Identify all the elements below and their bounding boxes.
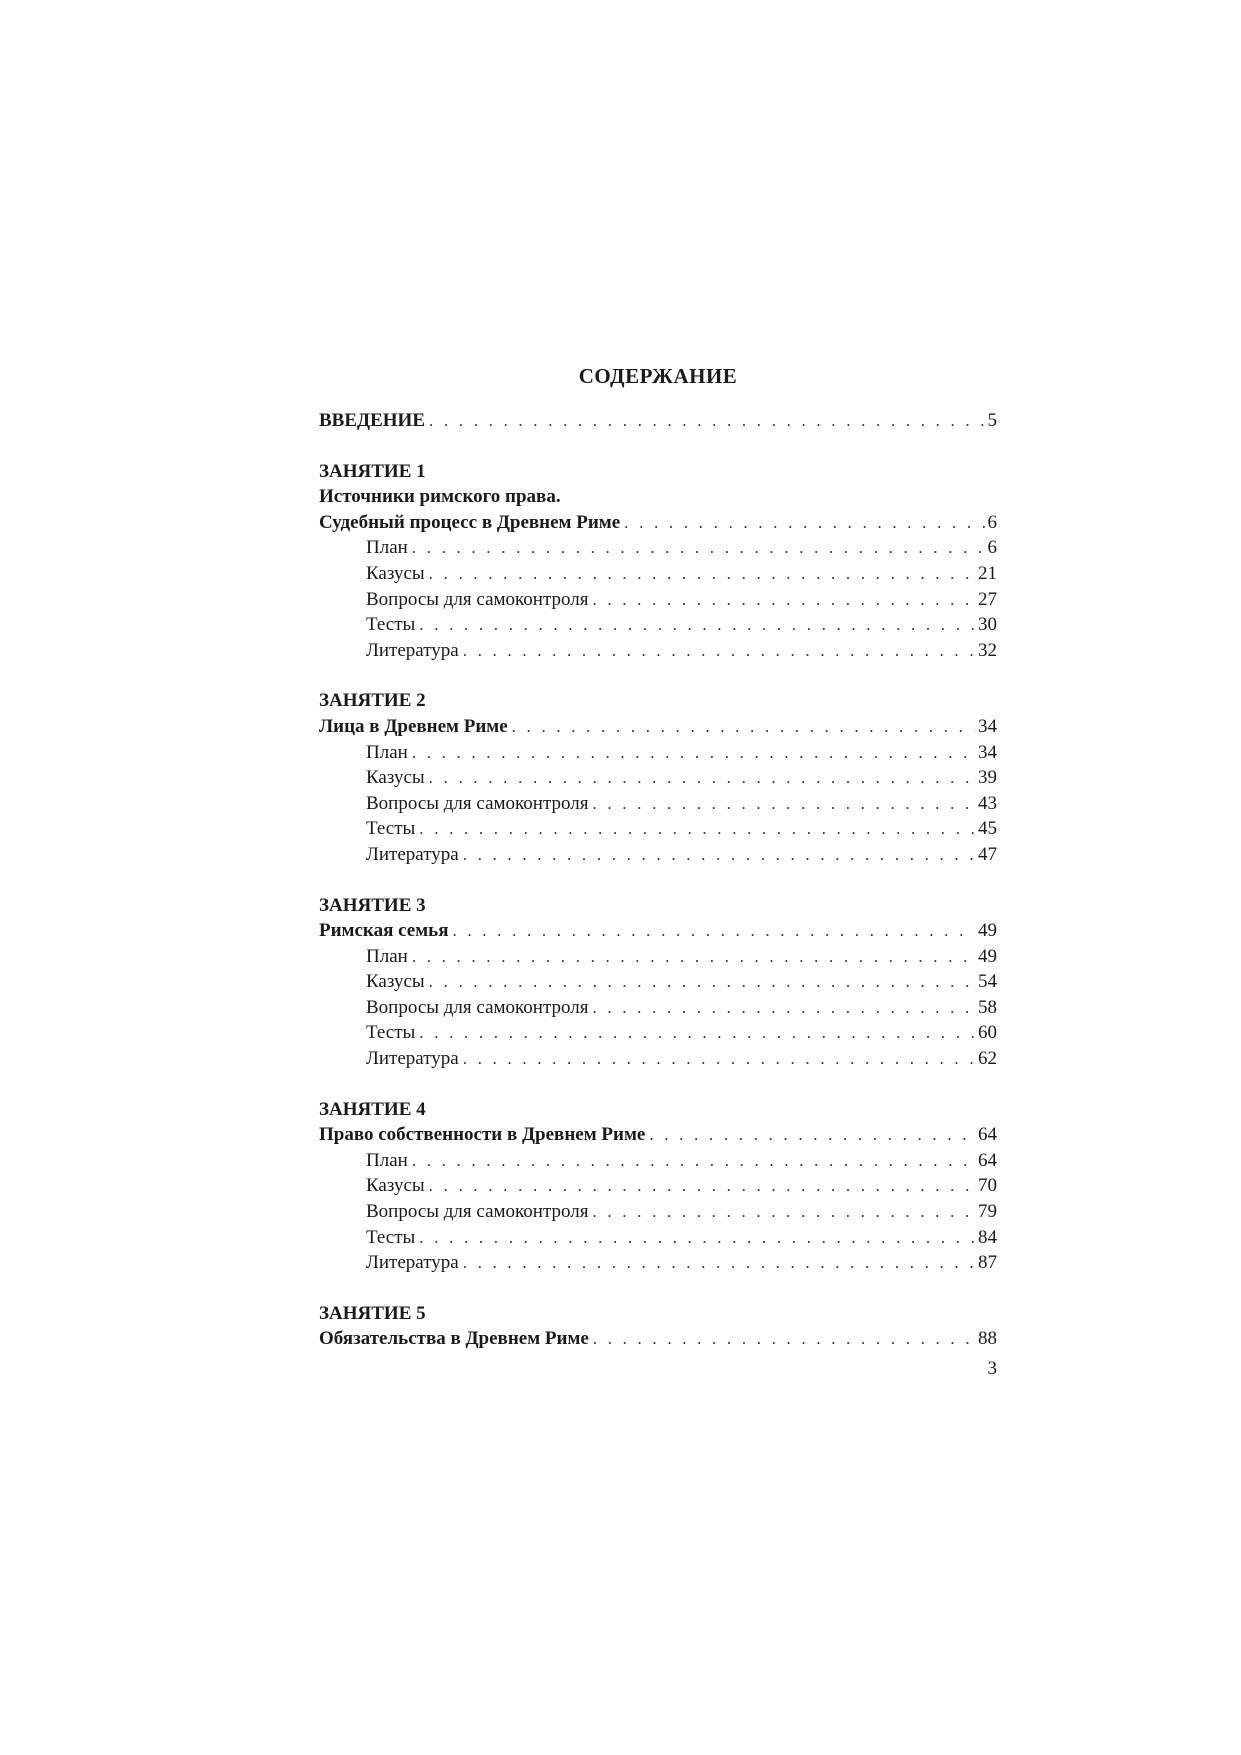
- toc-entry-label: Вопросы для самоконтроля: [366, 792, 589, 814]
- toc-entry-page: 58: [978, 996, 997, 1018]
- toc-entry-label: Право собственности в Древнем Риме: [319, 1124, 646, 1146]
- dot-leader: [463, 842, 975, 868]
- dot-leader: [412, 535, 985, 561]
- toc-entry-label: План: [366, 741, 408, 763]
- toc-entry-topic[interactable]: [319, 510, 997, 536]
- toc-section-lesson-2: [319, 688, 997, 867]
- toc-entry-page: 60: [978, 1022, 997, 1044]
- toc-entry-topic[interactable]: [319, 1326, 997, 1352]
- toc-entry-page: 70: [978, 1175, 997, 1197]
- toc-entry-label: Казусы: [366, 562, 425, 584]
- dot-leader: [412, 944, 975, 970]
- toc-entry-label: Литература: [366, 639, 459, 661]
- toc-entry[interactable]: [319, 1225, 997, 1251]
- lesson-heading: ЗАНЯТИЕ 1: [319, 460, 426, 482]
- dot-leader: [419, 1020, 975, 1046]
- toc-entry-page: 45: [978, 818, 997, 840]
- toc-entry[interactable]: [319, 535, 997, 561]
- toc-entry-label: Казусы: [366, 1175, 425, 1197]
- dot-leader: [624, 510, 984, 536]
- toc-entry-label: Литература: [366, 1048, 459, 1070]
- toc-entry-page: 87: [978, 1252, 997, 1274]
- toc-entry-label: Вопросы для самоконтроля: [366, 996, 589, 1018]
- toc-entry-label: Судебный процесс в Древнем Риме: [319, 511, 621, 533]
- toc-entry-label: Вопросы для самоконтроля: [366, 1201, 589, 1223]
- toc-entry[interactable]: [319, 816, 997, 842]
- toc-entry[interactable]: [319, 791, 997, 817]
- dot-leader: [419, 612, 975, 638]
- toc-entry-label: ВВЕДЕНИЕ: [319, 410, 425, 431]
- toc-entry-label: Вопросы для самоконтроля: [366, 588, 589, 610]
- toc-entry-page: 62: [978, 1048, 997, 1070]
- toc-entry-page: 39: [978, 767, 997, 789]
- dot-leader: [429, 969, 975, 995]
- toc-entry[interactable]: [319, 944, 997, 970]
- toc-entry-label: Казусы: [366, 767, 425, 789]
- toc-entry-label: План: [366, 945, 408, 967]
- toc-section-lesson-3: [319, 893, 997, 1072]
- toc-entry-label: Тесты: [366, 1226, 416, 1248]
- toc-entry-intro[interactable]: [319, 408, 997, 434]
- toc-entry-page: 47: [978, 843, 997, 865]
- toc-section-lesson-4: [319, 1097, 997, 1276]
- toc-entry-page: 5: [987, 410, 997, 431]
- toc-entry-topic[interactable]: [319, 918, 997, 944]
- toc-entry-topic[interactable]: [319, 714, 997, 740]
- dot-leader: [592, 995, 975, 1021]
- toc-entry[interactable]: [319, 740, 997, 766]
- dot-leader: [419, 816, 975, 842]
- dot-leader: [592, 587, 975, 613]
- toc-entry-page: 84: [978, 1226, 997, 1248]
- toc-entry-page: 64: [978, 1124, 997, 1146]
- dot-leader: [412, 740, 975, 766]
- lesson-topic-line: Источники римского права.: [319, 486, 561, 508]
- toc-entry-label: Казусы: [366, 971, 425, 993]
- lesson-heading: ЗАНЯТИЕ 3: [319, 894, 426, 916]
- toc-entry[interactable]: [319, 1250, 997, 1276]
- dot-leader: [419, 1225, 975, 1251]
- dot-leader: [463, 638, 975, 664]
- toc-entry-page: 49: [978, 945, 997, 967]
- toc-entry-label: Тесты: [366, 614, 416, 636]
- toc-entry-page: 64: [978, 1149, 997, 1171]
- toc-entry[interactable]: [319, 1046, 997, 1072]
- toc-entry[interactable]: [319, 995, 997, 1021]
- toc-entry[interactable]: [319, 1020, 997, 1046]
- toc-entry-page: 6: [987, 537, 997, 559]
- dot-leader: [452, 918, 975, 944]
- toc-entry-page: 30: [978, 614, 997, 636]
- toc-entry-page: 49: [978, 920, 997, 942]
- toc-entry[interactable]: [319, 969, 997, 995]
- dot-leader: [592, 791, 975, 817]
- dot-leader: [463, 1046, 975, 1072]
- toc-entry[interactable]: [319, 842, 997, 868]
- toc-entry-label: Римская семья: [319, 920, 449, 942]
- toc-entry-page: 27: [978, 588, 997, 610]
- dot-leader: [429, 1173, 975, 1199]
- toc-entry-page: 21: [978, 562, 997, 584]
- toc-entry-topic[interactable]: [319, 1122, 997, 1148]
- toc-entry-page: 54: [978, 971, 997, 993]
- toc-entry-label: Обязательства в Древнем Риме: [319, 1328, 589, 1350]
- page-number: 3: [987, 1358, 997, 1379]
- dot-leader: [429, 408, 985, 434]
- toc-entry[interactable]: [319, 1148, 997, 1174]
- toc-entry-page: 34: [978, 741, 997, 763]
- toc-entry-page: 88: [978, 1328, 997, 1350]
- dot-leader: [412, 1148, 975, 1174]
- toc-entry-page: 32: [978, 639, 997, 661]
- toc-entry-page: 79: [978, 1201, 997, 1223]
- toc-entry[interactable]: [319, 1199, 997, 1225]
- toc-entry[interactable]: [319, 561, 997, 587]
- toc-entry-label: Литература: [366, 843, 459, 865]
- page-title: СОДЕРЖАНИЕ: [578, 364, 738, 388]
- toc-entry-label: Тесты: [366, 818, 416, 840]
- toc-entry[interactable]: [319, 765, 997, 791]
- toc-entry[interactable]: [319, 638, 997, 664]
- toc-entry-label: План: [366, 1149, 408, 1171]
- toc-entry[interactable]: [319, 587, 997, 613]
- toc-entry-label: План: [366, 537, 408, 559]
- toc-page: [319, 358, 997, 1383]
- dot-leader: [592, 1199, 975, 1225]
- toc-entry[interactable]: [319, 612, 997, 638]
- lesson-heading: ЗАНЯТИЕ 2: [319, 690, 426, 712]
- toc-entry-label: Тесты: [366, 1022, 416, 1044]
- toc-entry-page: 43: [978, 792, 997, 814]
- dot-leader: [429, 561, 975, 587]
- toc-entry-label: Литература: [366, 1252, 459, 1274]
- toc-section-lesson-5: [319, 1301, 997, 1352]
- toc-entry-page: 34: [978, 715, 997, 737]
- dot-leader: [593, 1326, 975, 1352]
- toc-entry-page: 6: [987, 511, 997, 533]
- toc-entry-label: Лица в Древнем Риме: [319, 715, 508, 737]
- dot-leader: [512, 714, 975, 740]
- dot-leader: [429, 765, 975, 791]
- toc-section-lesson-1: [319, 459, 997, 664]
- dot-leader: [649, 1122, 975, 1148]
- dot-leader: [463, 1250, 975, 1276]
- toc-entry[interactable]: [319, 1173, 997, 1199]
- lesson-heading: ЗАНЯТИЕ 5: [319, 1302, 426, 1324]
- lesson-heading: ЗАНЯТИЕ 4: [319, 1098, 426, 1120]
